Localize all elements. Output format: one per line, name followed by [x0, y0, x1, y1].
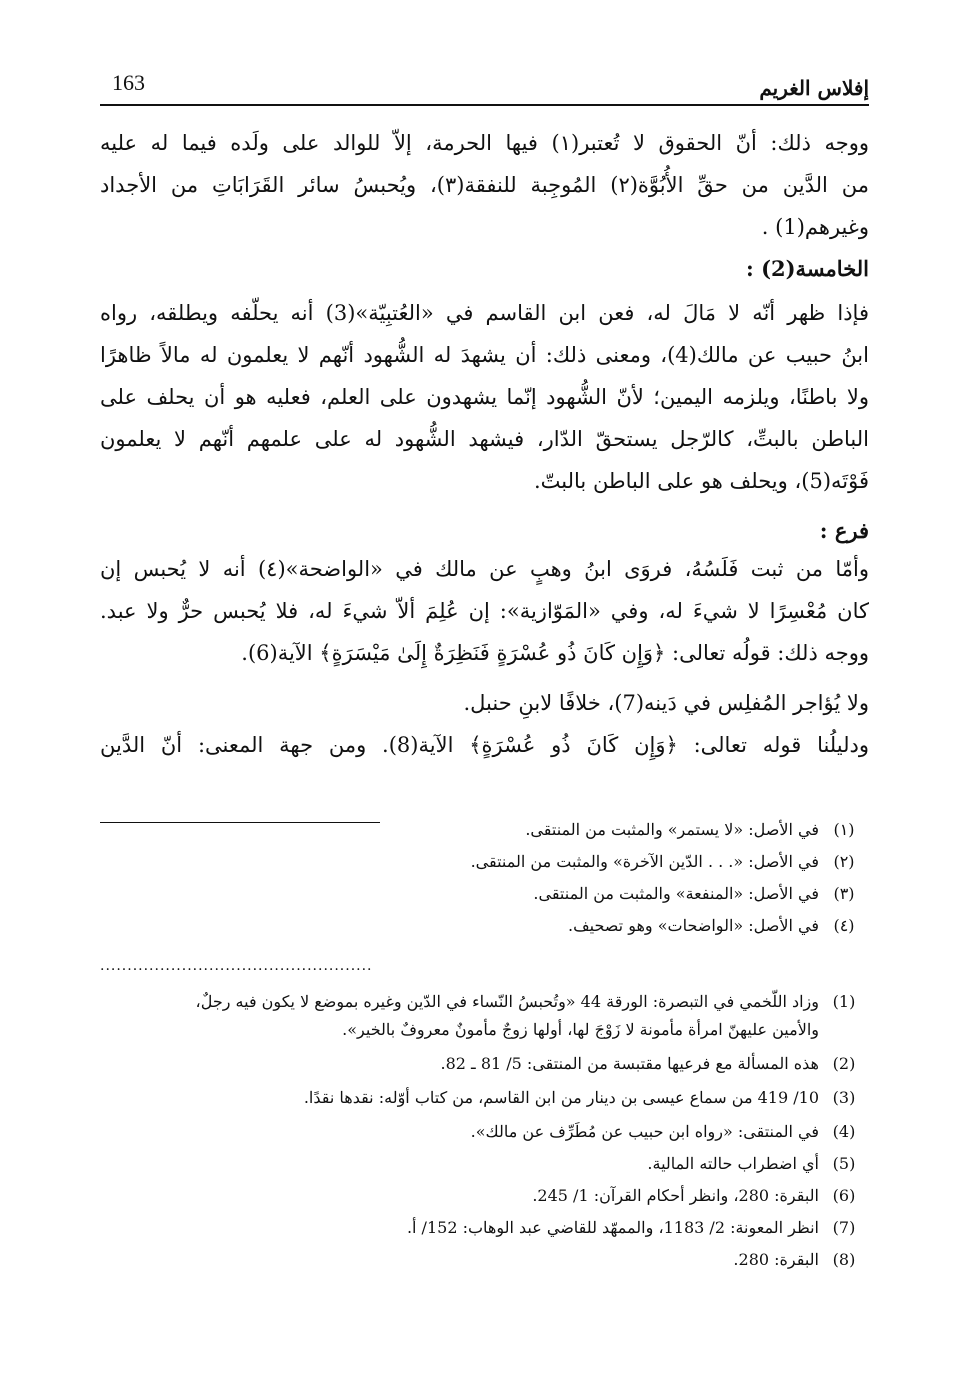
footnote-number: (٤) [833, 916, 855, 935]
text-line: فإذا ظهر أنّه لا مَالَ له، فعن ابن القاسم في «العُتبِيّة»(3) أنه يحلّفه ويطلقه، رواه [100, 301, 869, 325]
footnote-text: أي اضطراب حالته المالية. [647, 1154, 819, 1173]
text-line: ودليلُنا قوله تعالى: ﴿وَإِن كَانَ ذُو عُسْرَةٍ﴾ الآية(8). ومن جهة المعنى: أنّ الدَّين [100, 733, 869, 757]
footnote [100, 1086, 869, 1110]
text-line: الباطن بالبتِّ، كالرّجل يستحقّ الدّار، فيشهد الشُّهود له على علمهم أنّهم لا يعلمون [100, 427, 869, 451]
footnote-text: انظر المعونة: 2/ 1183، والممهّد للقاضي عبد الوهاب: 152/ أ. [406, 1218, 819, 1237]
text-line: ولا باطنًا، ويلزمه اليمين؛ لأنّ الشُّهود إنّما يشهدون على العلم، فعليه هو أن يحلف على [100, 385, 869, 409]
footnote-text: في الأصل: «لا يستمر» والمثبت من المنتقى. [525, 820, 819, 839]
page-number: 163 [112, 70, 145, 95]
text-line: كان مُعْسِرًا لا شيءَ له، وفي «المَوّازية»: إن عُلِمَ ألاّ شيءَ له، فلا يُحبس حرٌّ ولا عبد. [100, 599, 869, 623]
footnote [100, 1184, 869, 1208]
running-title: إفلاس الغريم [759, 76, 869, 100]
text-line: الخامسة(2) : [746, 256, 869, 281]
footnote-number: (2) [832, 1054, 856, 1073]
footnote-number: (4) [832, 1122, 856, 1141]
footnote [100, 1152, 869, 1176]
footnote [100, 990, 869, 1014]
footnote [100, 1248, 869, 1272]
footnote [100, 914, 869, 938]
footnote-text: وزاد اللّخمي في التبصرة: الورقة 44 «وتُحبسُ النّساء في الدّين وغيره بموضع لا يكون فيه رجلٌ، [195, 992, 819, 1011]
footnote-number: (7) [832, 1218, 856, 1237]
text-line: وغيرهم(1) . [761, 215, 869, 239]
header-rule [100, 104, 869, 106]
footnote-text: في الأصل: «. . . الدّين الآخرة» والمثبت من المنتقى. [470, 852, 819, 871]
footnote-text: 10/ 419 من سماع عيسى بن دينار من ابن القاسم، من كتاب أوّله: نقدها نقدًا. [303, 1088, 819, 1107]
footnote-number: (٢) [833, 852, 855, 871]
footnote-text: هذه المسألة مع فرعيها مقتبسة من المنتقى: 5/ 81 ـ 82. [440, 1054, 819, 1073]
footnote-text: في الأصل: «المنفعة» والمثبت من المنتقى. [533, 884, 819, 903]
dotted-separator: .................................................. [100, 958, 373, 974]
footnote-number: (6) [832, 1186, 856, 1205]
footnote-number: (8) [832, 1250, 856, 1269]
text-line: ابنُ حبيب عن مالك(4)، ومعنى ذلك: أن يشهدَ له الشُّهود أنّهم لا يعلمون له مالاً ظاهرًا [100, 343, 869, 367]
text-line: وأمّا من ثبت فَلَسُهُ، فروَى ابنُ وهبٍ عن مالك في «الواضحة»(٤) أنه لا يُحبس إن [100, 557, 869, 581]
footnote-text: في المنتقى: «رواه ابن حبيب عن مُطَرِّف عن مالك». [470, 1122, 819, 1141]
text-line: ولا يُؤاجر المُفلِس في دَينه(7)، خلافًا لابنِ حنبل. [463, 691, 869, 715]
footnote [100, 1120, 869, 1144]
text-line: ووجه ذلك: قولُه تعالى: ﴿وَإِن كَانَ ذُو عُسْرَةٍ فَنَظِرَةٌ إِلَىٰ مَيْسَرَةٍ﴾ الآية(6). [241, 641, 869, 665]
footnote-text: البقرة: 280، وانظر أحكام القرآن: 1/ 245. [532, 1186, 819, 1205]
page-header [100, 70, 869, 106]
footnote-text: في الأصل: «الواضحات» وهو تصحيف. [567, 916, 819, 935]
footnote [100, 1216, 869, 1240]
footnote-text: والأمين عليهنّ امرأة مأمونة لا زَوْجَ لها، أولها زوجٌ مأمونٌ معروفٌ بالخير». [342, 1020, 819, 1039]
footnote [100, 1018, 869, 1042]
footnote-number: (1) [832, 992, 856, 1011]
text-line: ووجه ذلك: أنّ الحقوق لا تُعتبر(١) فيها الحرمة، إلاّ للوالد على ولَده فيما له عليه [100, 131, 870, 155]
footnote-number: (١) [833, 820, 855, 839]
text-line: من الدَّين من حقِّ الأُبُوَّة(٢) المُوجِبة للنفقة(٣)، ويُحبسُ سائر القَرَابَاتِ من الأجداد [100, 173, 870, 197]
footnote-number: (3) [832, 1088, 856, 1107]
footnote [100, 850, 869, 874]
footnote-text: البقرة: 280. [733, 1250, 819, 1269]
footnote-number: (5) [832, 1154, 856, 1173]
footnote [100, 1052, 869, 1076]
footnote-number: (٣) [833, 884, 855, 903]
footnote [100, 882, 869, 906]
text-line: فَوْتَه(5)، ويحلف هو على الباطن بالبتّ. [534, 469, 869, 493]
text-line: فرع : [819, 518, 869, 543]
footnote [100, 818, 869, 842]
